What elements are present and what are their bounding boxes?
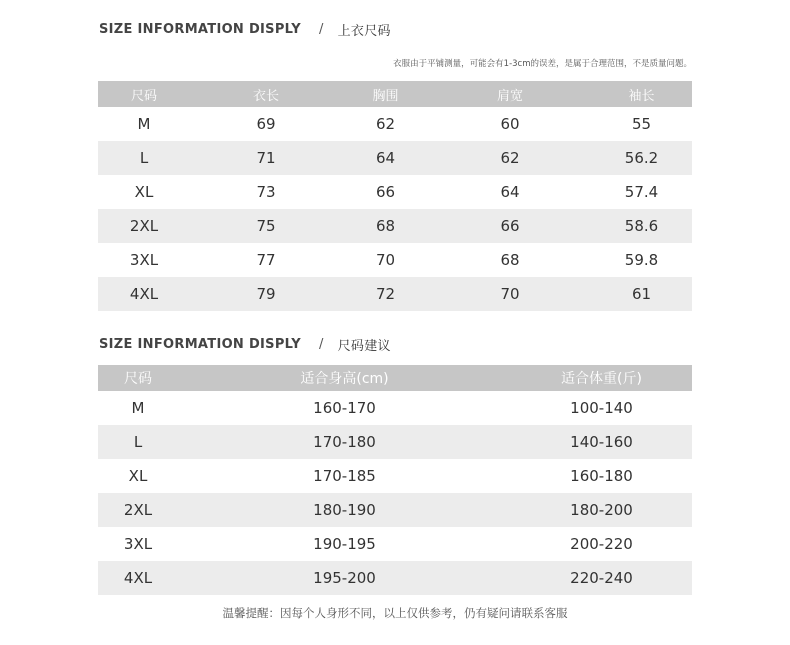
section1-title-cn: 上衣尺码 [337,24,391,39]
footer-reminder: 温馨提醒：因每个人身形不同，以上仅供参考，仍有疑问请联系客服 [222,606,568,620]
measurement-note: 衣服由于平铺测量，可能会有1-3cm的误差，是属于合理范围，不是质量问题。 [393,59,692,69]
table-cell: 170-185 [313,467,376,485]
table-cell: 2XL [98,209,190,243]
table-cell: 77 [256,251,276,269]
header-cell-chest: 胸围 [342,81,429,107]
table-row [98,493,692,527]
section2-title-separator: / [318,337,324,352]
header-cell-sleeve: 袖长 [591,81,692,107]
table-cell: 70 [429,277,591,311]
table-row [98,107,692,141]
table-cell: 58.6 [591,209,692,243]
table-cell: 55 [631,115,652,133]
table-cell: 2XL [98,493,178,527]
table-cell: 64 [500,183,520,201]
table-row [98,425,692,459]
header-cell-weight: 适合体重(斤) [511,365,692,391]
table-cell: 195-200 [178,561,511,595]
header-cell-height: 适合身高(cm) [178,365,511,391]
table-cell: L [98,425,178,459]
size-recommendation-table [98,365,692,595]
table-row [98,459,692,493]
table-cell: XL [128,467,148,485]
table-cell: 59.8 [624,251,659,269]
table-cell: L [98,141,190,175]
table-cell: 72 [342,277,429,311]
table-cell: 160-180 [570,467,633,485]
table-cell: 56.2 [591,141,692,175]
header-cell-shoulder: 肩宽 [429,81,591,107]
table-cell: 64 [342,141,429,175]
table-cell: 140-160 [511,425,692,459]
table-cell: 62 [429,141,591,175]
table-cell: 160-170 [313,399,376,417]
section2-title-cn: 尺码建议 [337,339,391,354]
header-cell-size: 尺码 [98,365,178,391]
table-cell: 68 [500,251,520,269]
table-row [98,243,692,277]
table-cell: M [131,399,145,417]
table-cell: M [137,115,151,133]
section2-title-en: SIZE INFORMATION DISPLY [99,337,301,352]
table-cell: 3XL [129,251,159,269]
table-row [98,209,692,243]
table-cell: 180-200 [511,493,692,527]
table-cell: 73 [256,183,276,201]
table-cell: 75 [190,209,342,243]
section1-title-en: SIZE INFORMATION DISPLY [99,22,301,37]
table-cell: 190-195 [313,535,376,553]
table-cell: 200-220 [570,535,633,553]
table-cell: 68 [342,209,429,243]
section1-title-separator: / [318,22,324,37]
table-cell: 180-190 [178,493,511,527]
table-cell: 100-140 [570,399,633,417]
table-row [98,391,692,425]
table-cell: 62 [375,115,396,133]
section2-title [99,335,391,354]
table-row [98,141,692,175]
table-cell: 4XL [98,561,178,595]
table-cell: 170-180 [178,425,511,459]
table-row [98,527,692,561]
table-cell: 66 [375,183,396,201]
table-cell: 3XL [123,535,153,553]
table-cell: 66 [429,209,591,243]
table-cell: 70 [375,251,396,269]
table-row [98,175,692,209]
header-cell-size: 尺码 [98,81,190,107]
section1-title [99,20,391,39]
table-cell: XL [134,183,154,201]
top-size-table [98,81,692,311]
table-cell: 61 [591,277,692,311]
table-header-row [98,81,692,107]
table-cell: 60 [500,115,520,133]
table-row [98,277,692,311]
table-header-row [98,365,692,391]
table-cell: 69 [256,115,276,133]
table-cell: 57.4 [624,183,659,201]
table-cell: 4XL [98,277,190,311]
table-cell: 71 [190,141,342,175]
header-cell-length: 衣长 [190,81,342,107]
table-row [98,561,692,595]
table-cell: 79 [190,277,342,311]
table-cell: 220-240 [511,561,692,595]
